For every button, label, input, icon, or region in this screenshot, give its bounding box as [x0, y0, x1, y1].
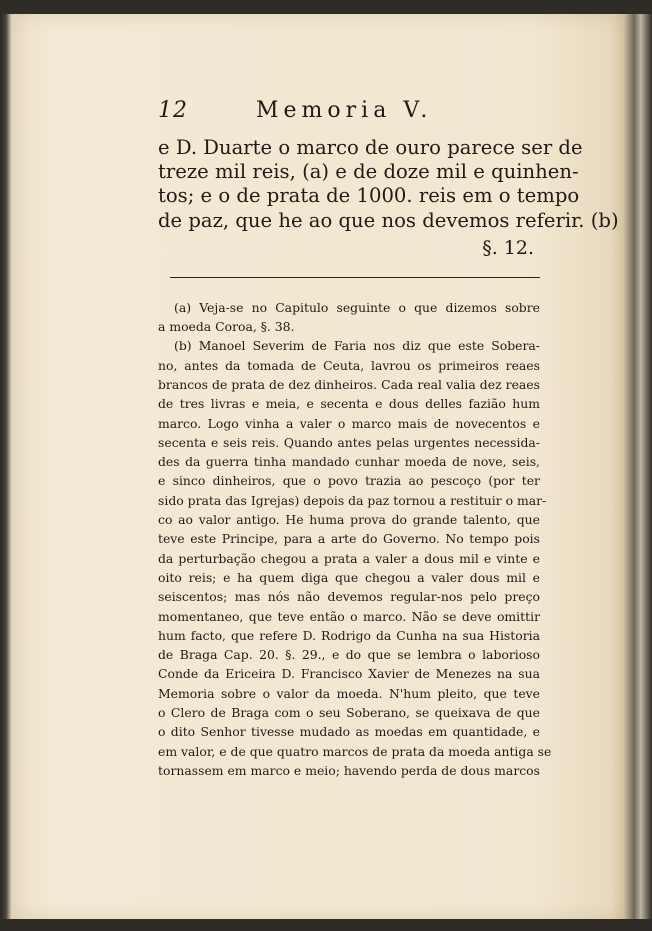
scanner-edge-bottom — [0, 919, 652, 931]
running-title: Memoria V. — [256, 98, 433, 123]
main-text — [158, 136, 619, 233]
footnotes — [158, 298, 552, 780]
footnote-line: momentaneo, que teve então o marco. Não se deve omittir — [158, 608, 540, 624]
body-line: e D. Duarte o marco de ouro parece ser de — [158, 136, 583, 159]
footnote-line: oito reis; e ha quem diga que chegou a valer dous mil e — [158, 569, 540, 585]
footnote-line: hum facto, que refere D. Rodrigo da Cunha na sua Historia — [158, 627, 540, 643]
footnote-line: de Braga Cap. 20. §. 29., e do que se lembra o laborioso — [158, 647, 540, 663]
footnote-line: em valor, e de que quatro marcos de prata da moeda antiga se — [158, 743, 552, 759]
section-number: §. 12. — [482, 236, 534, 259]
page-content — [158, 92, 619, 780]
scanner-edge-top — [0, 0, 652, 14]
page-header — [158, 92, 540, 136]
footnote-line: co ao valor antigo. He huma prova do grande talento, que — [158, 512, 540, 528]
footnote-line: (b) Manoel Severim de Faria nos diz que este Sobera- — [174, 338, 540, 354]
footnote-line: Memoria sobre o valor da moeda. N'hum pleito, que teve — [158, 685, 540, 701]
footnote-line: a moeda Coroa, §. 38. — [158, 319, 295, 335]
footnote-line: da perturbação chegou a prata a valer a dous mil e vinte e — [158, 550, 540, 566]
footnote-line: teve este Principe, para a arte do Governo. No tempo pois — [158, 531, 540, 547]
footnote-line: seiscentos; mas nós não devemos regular-nos pelo preço — [158, 589, 540, 605]
footnote-line: brancos de prata de dez dinheiros. Cada real valia dez reaes — [158, 377, 540, 392]
footnote-line: (a) Veja-se no Capitulo seguinte o que dizemos sobre — [174, 299, 540, 315]
footnote-line: no, antes da tomada de Ceuta, lavrou os primeiros reaes — [158, 357, 540, 373]
footnote-line: de tres livras e meia, e secenta e dous delles fazião hum — [158, 396, 540, 412]
footnote-line: Conde da Ericeira D. Francisco Xavier de Menezes na sua — [158, 666, 540, 682]
footnote-line: sido prata das Igrejas) depois da paz tornou a restituir o mar- — [158, 492, 547, 508]
footnote-line: o dito Senhor tivesse mudado as moedas em quantidade, e — [158, 724, 540, 740]
footnote-line: secenta e seis reis. Quando antes pelas urgentes necessida- — [158, 434, 540, 450]
body-line: treze mil reis, (a) e de doze mil e quinhen- — [158, 160, 579, 184]
footnote-line: tornassem em marco e meio; havendo perda de dous marcos — [158, 762, 540, 778]
footnote-line: des da guerra tinha mandado cunhar moeda de nove, seis, — [158, 454, 540, 470]
footnote-line: o Clero de Braga com o seu Soberano, se queixava de que — [158, 705, 540, 721]
footnote-line: e sinco dinheiros, que o povo trazia ao pescoço (por ter — [158, 473, 540, 489]
page-number: 12 — [158, 98, 188, 123]
footnote-line: marco. Logo vinha a valer o marco mais de novecentos e — [158, 415, 540, 431]
footnote-divider — [170, 277, 540, 278]
body-line: tos; e o de prata de 1000. reis em o tempo — [158, 184, 580, 208]
body-line: de paz, que he ao que nos devemos referir. (b) — [158, 208, 619, 232]
